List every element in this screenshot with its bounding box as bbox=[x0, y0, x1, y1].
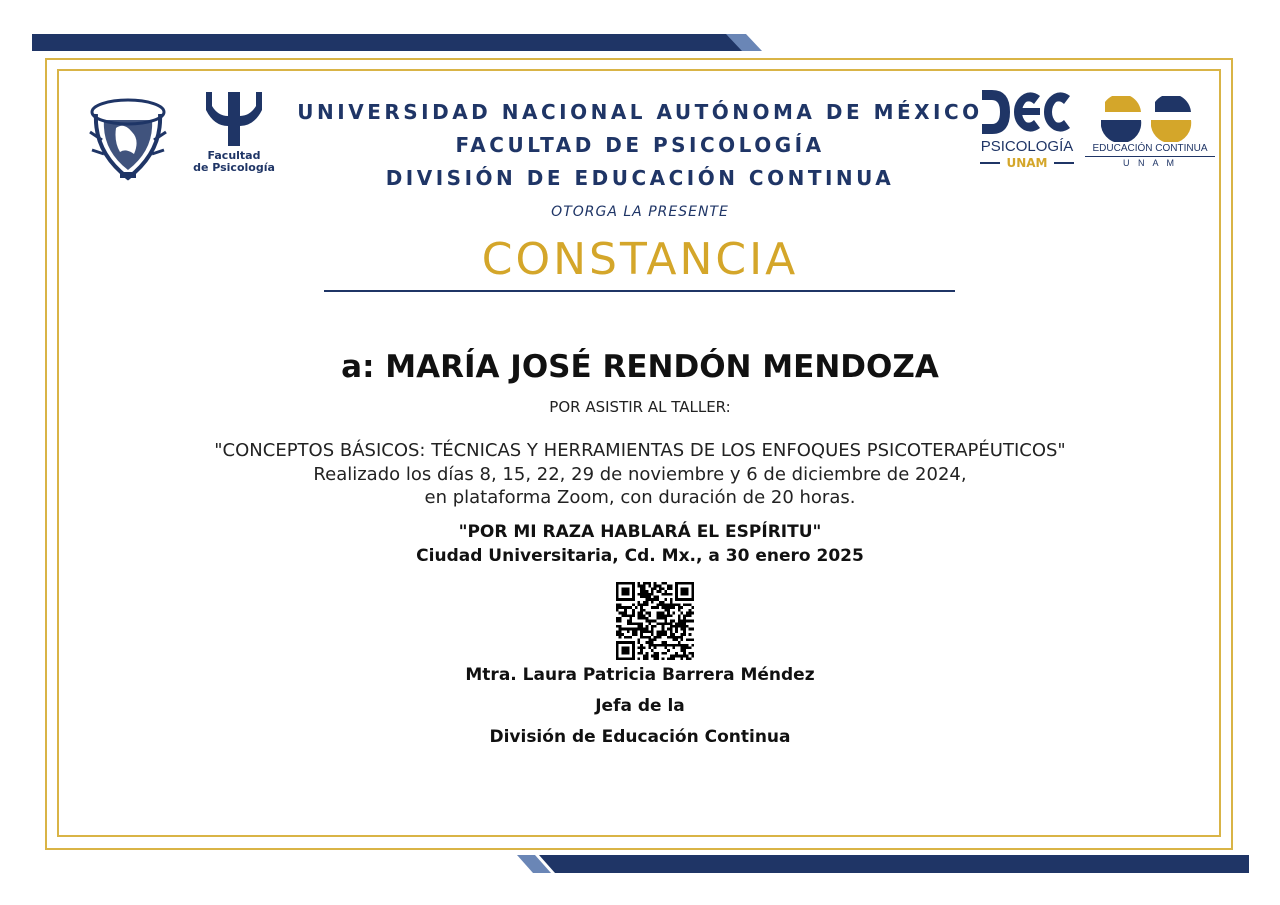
workshop-platform: en plataforma Zoom, con duración de 20 horas. bbox=[424, 487, 856, 508]
attendance-reason: POR ASISTIR AL TALLER: bbox=[549, 398, 731, 416]
ec-label: EDUCACIÓN CONTINUA bbox=[1085, 142, 1215, 157]
signatory-name: Mtra. Laura Patricia Barrera Méndez bbox=[465, 665, 815, 685]
dec-line-right bbox=[1054, 162, 1074, 164]
signatory-role-line1: Jefa de la bbox=[595, 696, 685, 716]
header-university: UNIVERSIDAD NACIONAL AUTÓNOMA DE MÉXICO bbox=[297, 100, 983, 124]
facultad-label-line2: de Psicología bbox=[193, 161, 275, 174]
ec-unam-label: U N A M bbox=[1122, 158, 1177, 168]
header-division: DIVISIÓN DE EDUCACIÓN CONTINUA bbox=[385, 166, 895, 190]
place-and-date: Ciudad Universitaria, Cd. Mx., a 30 enero 2025 bbox=[416, 546, 864, 566]
signatory-role-line2: División de Educación Continua bbox=[489, 727, 791, 747]
document-title: CONSTANCIA bbox=[481, 234, 799, 285]
title-divider bbox=[324, 290, 955, 292]
dec-psicologia-label: PSICOLOGÍA bbox=[980, 138, 1074, 155]
workshop-title: "CONCEPTOS BÁSICOS: TÉCNICAS Y HERRAMIENTAS DE LOS ENFOQUES PSICOTERAPÉUTICOS" bbox=[214, 440, 1066, 461]
bottom-decorative-band bbox=[517, 855, 1249, 873]
top-decorative-band bbox=[32, 34, 762, 51]
workshop-dates: Realizado los días 8, 15, 22, 29 de noviembre y 6 de diciembre de 2024, bbox=[313, 464, 967, 485]
university-motto: "POR MI RAZA HABLARÁ EL ESPÍRITU" bbox=[458, 522, 822, 542]
dec-unam-label: UNAM bbox=[1006, 156, 1048, 170]
granting-line: OTORGA LA PRESENTE bbox=[551, 204, 729, 220]
header-faculty: FACULTAD DE PSICOLOGÍA bbox=[455, 133, 825, 157]
qr-code-icon bbox=[616, 582, 694, 660]
facultad-label-line1: Facultad bbox=[207, 149, 261, 162]
recipient-name: a: MARÍA JOSÉ RENDÓN MENDOZA bbox=[341, 349, 939, 385]
dec-line-left bbox=[980, 162, 1000, 164]
